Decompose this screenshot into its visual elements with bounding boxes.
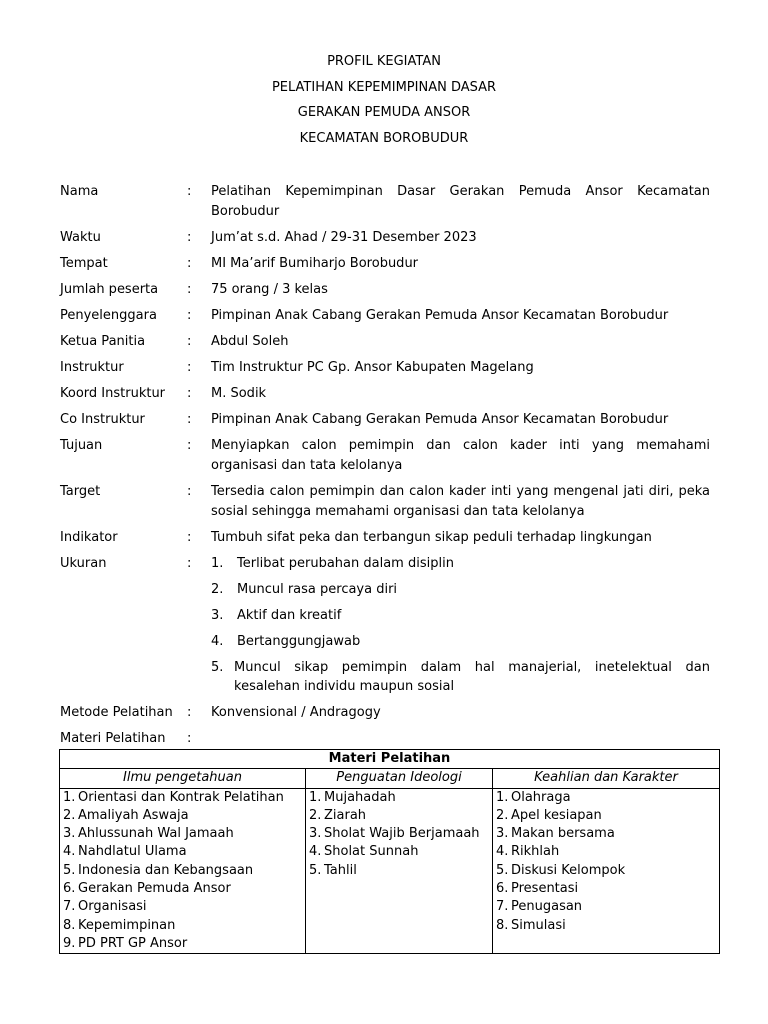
field-indikator xyxy=(60,528,710,548)
list-item xyxy=(63,898,302,916)
list-item xyxy=(63,935,302,953)
field-colon: : xyxy=(187,529,192,545)
list-number: 1. xyxy=(211,555,224,571)
field-label: Target xyxy=(60,484,101,499)
list-number: 8. xyxy=(63,917,76,933)
list-item xyxy=(211,632,710,652)
list-number: 5. xyxy=(63,862,76,878)
list-item xyxy=(63,825,302,843)
table-header-row xyxy=(60,769,720,788)
list-item xyxy=(63,789,302,807)
field-nama xyxy=(60,182,710,221)
list-text: Simulasi xyxy=(511,917,566,933)
field-materi-pelatihan xyxy=(60,729,710,749)
field-colon: : xyxy=(187,386,192,401)
field-value: M. Sodik xyxy=(211,386,267,401)
list-number: 4. xyxy=(309,844,322,860)
table-caption: Materi Pelatihan xyxy=(60,750,720,769)
field-penyelenggara xyxy=(60,306,710,326)
list-text: Ahlussunah Wal Jamaah xyxy=(78,826,234,842)
list-number: 9. xyxy=(63,935,76,951)
list-number: 5. xyxy=(496,862,509,878)
list-number: 8. xyxy=(496,917,509,933)
list-item xyxy=(496,789,716,807)
list-number: 3. xyxy=(309,826,322,842)
list-item xyxy=(496,898,716,916)
field-label: Instruktur xyxy=(60,360,124,375)
field-tujuan xyxy=(60,436,710,475)
list-text: Mujahadah xyxy=(324,789,396,805)
field-value: 75 orang / 3 kelas xyxy=(211,282,328,297)
field-colon: : xyxy=(187,256,192,271)
list-text: Muncul sikap pemimpin dalam hal manajerial, inetelektual dan kesalehan individu maupun sosial xyxy=(234,659,710,694)
list-item xyxy=(211,554,710,574)
field-colon: : xyxy=(187,438,192,453)
title-line-3: GERAKAN PEMUDA ANSOR xyxy=(297,105,471,120)
list-text: Sholat Sunnah xyxy=(324,844,419,860)
list-text: Bertanggungjawab xyxy=(237,633,361,649)
list-number: 7. xyxy=(496,899,509,915)
list-number: 6. xyxy=(496,881,509,897)
field-metode-pelatihan xyxy=(60,703,710,723)
field-label: Koord Instruktur xyxy=(60,386,166,401)
list-text: Makan bersama xyxy=(511,826,615,842)
field-waktu xyxy=(60,228,710,248)
list-item xyxy=(309,862,489,880)
list-item xyxy=(63,917,302,935)
field-label: Materi Pelatihan xyxy=(60,731,166,746)
field-label: Waktu xyxy=(60,230,101,245)
list-text: Presentasi xyxy=(511,881,579,897)
field-label: Ketua Panitia xyxy=(60,334,146,349)
list-text: Organisasi xyxy=(78,899,147,915)
table-row xyxy=(60,788,720,954)
list-item xyxy=(211,606,710,626)
list-number: 4. xyxy=(496,844,509,860)
list-text: Diskusi Kelompok xyxy=(511,862,626,878)
field-label: Ukuran xyxy=(60,555,107,571)
list-text: PD PRT GP Ansor xyxy=(78,935,188,951)
list-item xyxy=(496,807,716,825)
list-text: Orientasi dan Kontrak Pelatihan xyxy=(78,789,284,805)
list-item xyxy=(211,580,710,600)
list-number: 3. xyxy=(211,607,224,623)
field-colon: : xyxy=(187,184,192,199)
field-label: Tempat xyxy=(60,256,108,271)
list-text: Muncul rasa percaya diri xyxy=(237,581,398,597)
list-number: 7. xyxy=(63,899,76,915)
field-value: Menyiapkan calon pemimpin dan calon kader inti yang memahami organisasi dan tata kelolanya xyxy=(211,438,710,473)
list-item xyxy=(211,658,710,697)
field-value xyxy=(211,729,710,749)
field-colon: : xyxy=(187,484,192,499)
field-target xyxy=(60,482,710,521)
list-text: Apel kesiapan xyxy=(511,807,602,823)
list-text: Ziarah xyxy=(324,807,367,823)
field-value: Abdul Soleh xyxy=(211,334,289,349)
field-colon: : xyxy=(187,731,192,746)
list-item xyxy=(496,843,716,861)
field-colon: : xyxy=(187,230,192,245)
list-text: Tahlil xyxy=(324,862,357,878)
list-number: 4. xyxy=(63,844,76,860)
field-value: MI Ma’arif Bumiharjo Borobudur xyxy=(211,256,419,271)
list-text: Kepemimpinan xyxy=(78,917,176,933)
keahlian-karakter-cell xyxy=(493,788,720,954)
field-ukuran xyxy=(60,554,710,697)
profile-fields xyxy=(60,182,710,749)
field-label: Co Instruktur xyxy=(60,412,145,427)
field-colon: : xyxy=(187,282,192,297)
field-value: Jum’at s.d. Ahad / 29-31 Desember 2023 xyxy=(211,230,477,245)
ukuran-list xyxy=(211,554,710,697)
document-title xyxy=(0,53,768,155)
list-text: Rikhlah xyxy=(511,844,560,860)
list-item xyxy=(496,825,716,843)
list-number: 3. xyxy=(63,826,76,842)
list-item xyxy=(309,789,489,807)
list-item xyxy=(496,880,716,898)
list-text: Terlibat perubahan dalam disiplin xyxy=(237,555,454,571)
list-number: 1. xyxy=(63,789,76,805)
field-tempat xyxy=(60,254,710,274)
list-item xyxy=(309,825,489,843)
list-item xyxy=(496,862,716,880)
column-header-keahlian: Keahlian dan Karakter xyxy=(493,769,720,788)
title-line-2: PELATIHAN KEPEMIMPINAN DASAR xyxy=(271,79,497,95)
list-number: 5. xyxy=(211,659,224,675)
list-number: 6. xyxy=(63,881,76,897)
table-caption-row xyxy=(60,750,720,769)
list-text: Sholat Wajib Berjamaah xyxy=(324,826,480,842)
list-item xyxy=(63,880,302,898)
list-number: 3. xyxy=(496,826,509,842)
field-colon: : xyxy=(187,555,192,571)
field-instruktur xyxy=(60,358,710,378)
field-colon: : xyxy=(187,360,192,375)
list-number: 1. xyxy=(496,789,509,805)
list-number: 2. xyxy=(309,807,322,823)
field-colon: : xyxy=(187,705,192,720)
column-header-ilmu: Ilmu pengetahuan xyxy=(60,769,306,788)
field-colon: : xyxy=(187,412,192,427)
field-label: Metode Pelatihan xyxy=(60,705,173,720)
list-item xyxy=(496,917,716,935)
field-jumlah-peserta xyxy=(60,280,710,300)
list-text: Olahraga xyxy=(511,789,571,805)
field-value: Tumbuh sifat peka dan terbangun sikap peduli terhadap lingkungan xyxy=(211,529,652,545)
field-colon: : xyxy=(187,334,192,349)
list-number: 2. xyxy=(496,807,509,823)
field-value: Pimpinan Anak Cabang Gerakan Pemuda Ansor Kecamatan Borobudur xyxy=(211,308,669,323)
list-text: Gerakan Pemuda Ansor xyxy=(78,881,231,897)
list-number: 1. xyxy=(309,789,322,805)
list-text: Indonesia dan Kebangsaan xyxy=(78,862,254,878)
title-line-4: KECAMATAN BOROBUDUR xyxy=(299,130,469,146)
field-value: Tersedia calon pemimpin dan calon kader inti yang mengenal jati diri, peka sosial sehingga memahami organisasi dan tata kelolanya xyxy=(211,484,710,519)
list-number: 4. xyxy=(211,633,224,649)
field-value: Konvensional / Andragogy xyxy=(211,705,381,720)
list-number: 5. xyxy=(309,862,322,878)
title-line-1: PROFIL KEGIATAN xyxy=(327,54,441,69)
field-label: Indikator xyxy=(60,529,118,545)
list-number: 2. xyxy=(63,807,76,823)
list-item xyxy=(63,862,302,880)
field-value: Pimpinan Anak Cabang Gerakan Pemuda Ansor Kecamatan Borobudur xyxy=(211,412,669,427)
column-header-ideologi: Penguatan Ideologi xyxy=(306,769,493,788)
field-label: Jumlah peserta xyxy=(60,282,159,297)
field-label: Nama xyxy=(60,184,99,199)
field-value: Tim Instruktur PC Gp. Ansor Kabupaten Magelang xyxy=(211,360,534,375)
field-koord-instruktur xyxy=(60,384,710,404)
list-text: Penugasan xyxy=(511,899,583,915)
field-colon: : xyxy=(187,308,192,323)
list-item xyxy=(63,807,302,825)
ilmu-pengetahuan-cell xyxy=(60,788,306,954)
field-ketua-panitia xyxy=(60,332,710,352)
list-number: 2. xyxy=(211,581,224,597)
field-value: Pelatihan Kepemimpinan Dasar Gerakan Pemuda Ansor Kecamatan Borobudur xyxy=(211,184,710,219)
field-label: Tujuan xyxy=(60,438,103,453)
penguatan-ideologi-cell xyxy=(306,788,493,954)
list-text: Amaliyah Aswaja xyxy=(78,807,189,823)
list-text: Aktif dan kreatif xyxy=(237,607,342,623)
materi-table xyxy=(59,749,720,954)
list-item xyxy=(309,807,489,825)
list-item xyxy=(63,843,302,861)
field-label: Penyelenggara xyxy=(60,308,157,323)
field-co-instruktur xyxy=(60,410,710,430)
list-item xyxy=(309,843,489,861)
list-text: Nahdlatul Ulama xyxy=(78,844,187,860)
